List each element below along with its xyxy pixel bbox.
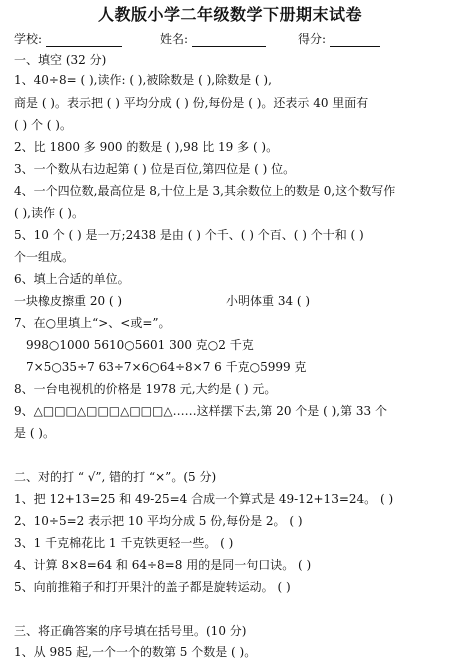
tf-item-4: 4、计算 8×8=64 和 64÷8=8 用的是同一句口诀。 ( ) xyxy=(14,558,312,572)
q7-row2: 7×5○35÷7 63÷7×6○64÷8×7 6 千克○5999 克 xyxy=(26,360,307,374)
q7-row1: 998○1000 5610○5601 300 克○2 千克 xyxy=(26,338,254,352)
tf-item-3: 3、1 千克棉花比 1 千克铁更轻一些。 ( ) xyxy=(14,536,234,550)
name-field xyxy=(160,30,266,47)
tf-item-5: 5、向前推箱子和打开果汁的盖子都是旋转运动。 ( ) xyxy=(14,580,291,594)
section1-heading: 一、填空 (32 分) xyxy=(14,53,107,67)
section3-heading: 三、将正确答案的序号填在括号里。(10 分) xyxy=(14,624,247,638)
page-title: 人教版小学二年级数学下册期末试卷 xyxy=(97,5,362,24)
q5-line1: 5、10 个 ( ) 是一万;2438 是由 ( ) 个千、( ) 个百、( ) 个十和 ( ) xyxy=(14,228,364,242)
q1-line2: 商是 ( )。表示把 ( ) 平均分成 ( ) 份,每份是 ( )。还表示 40 里面有 xyxy=(14,96,369,110)
tf-item-2: 2、10÷5=2 表示把 10 平均分成 5 份,每份是 2。 ( ) xyxy=(14,514,303,528)
q4-line2: ( ),读作 ( )。 xyxy=(14,206,84,220)
score-field xyxy=(298,30,380,47)
tf-item-1: 1、把 12+13=25 和 49-25=4 合成一个算式是 49-12+13=24。 ( ) xyxy=(14,492,394,506)
name-label: 姓名: xyxy=(160,32,189,46)
q1-line1: 1、40÷8= ( ),读作: ( ),被除数是 ( ),除数是 ( ), xyxy=(14,73,272,87)
q6-weight: 小明体重 34 ( ) xyxy=(226,294,311,308)
q1-line3: ( ) 个 ( )。 xyxy=(14,118,72,132)
school-label: 学校: xyxy=(14,32,43,46)
q9-line1: 9、△□□□△□□□△□□□△……这样摆下去,第 20 个是 ( ),第 33 个 xyxy=(14,404,388,418)
school-field xyxy=(14,30,122,47)
q8-line: 8、一台电视机的价格是 1978 元,大约是 ( ) 元。 xyxy=(14,382,277,396)
mc-item-1: 1、从 985 起,一个一个的数第 5 个数是 ( )。 xyxy=(14,645,257,659)
q3-line: 3、一个数从右边起第 ( ) 位是百位,第四位是 ( ) 位。 xyxy=(14,162,296,176)
q4-line1: 4、一个四位数,最高位是 8,十位上是 3,其余数位上的数是 0,这个数写作 xyxy=(14,184,396,198)
q5-line2: 个一组成。 xyxy=(14,250,75,264)
score-label: 得分: xyxy=(298,32,327,46)
q9-line2: 是 ( )。 xyxy=(14,426,55,440)
q6-heading: 6、填上合适的单位。 xyxy=(14,272,130,286)
section2-heading: 二、对的打 “ √”, 错的打 “×”。(5 分) xyxy=(14,470,217,484)
name-blank[interactable] xyxy=(192,34,266,47)
q6-eraser: 一块橡皮擦重 20 ( ) xyxy=(14,294,123,308)
q7-heading: 7、在○里填上“>、<或=”。 xyxy=(14,316,171,330)
q2-line: 2、比 1800 多 900 的数是 ( ),98 比 19 多 ( )。 xyxy=(14,140,279,154)
school-blank[interactable] xyxy=(46,34,122,47)
score-blank[interactable] xyxy=(330,34,380,47)
